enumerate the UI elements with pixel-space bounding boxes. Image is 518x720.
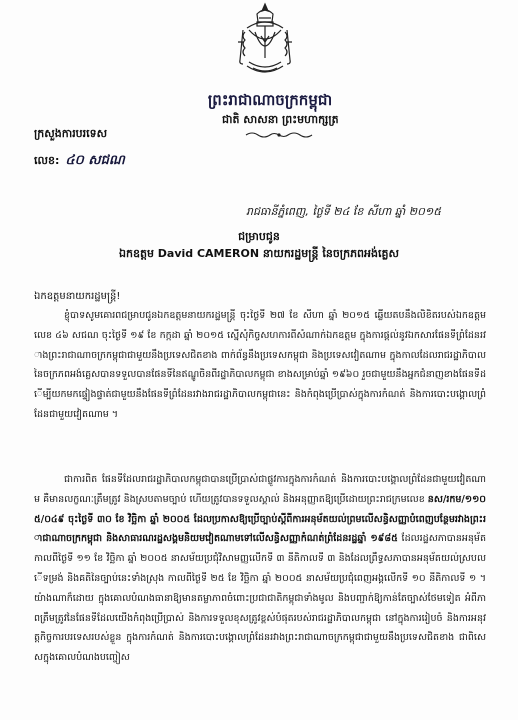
ornament-divider-icon [244, 131, 314, 139]
paragraph-2-text-a: ជាការពិត ផែនទីដែលរាជរដ្ឋាភិបាលកម្ពុជាបានប្រើប្រាស់ជាផ្លូវការក្នុងការកំណត់ និងការបោះបង្គោលព្រំដែនជាមួយវៀតណាម គឺមានលក្ខណៈត្រឹមត្រូវ និងស្របតាមច្បាប់ ហើយត្រូវបានទទួលស្គាល់ និងអនុញ្ញាតឱ្យប្រើដោយព្រះរាជក្រមលេខ [34, 474, 486, 505]
kingdom-title: ព្រះរាជាណាចក្រកម្ពុជា [207, 91, 333, 109]
reference-label: លេខ: [34, 154, 60, 167]
recipient-line: ឯកឧត្តម David CAMERON នាយករដ្ឋមន្ត្រី នៃចក្រភពអង់គ្លេស [119, 247, 399, 260]
reference-value: ៤០ សជណ [65, 153, 125, 168]
ministry-name: ក្រសួងការបរទេស [34, 127, 108, 140]
paragraph-2-text-c: ដែលរដ្ឋសភាបានអនុម័តកាលពីថ្ងៃទី ១១ ខែ វិច្ឆិកា ឆ្នាំ ២០០៥ នាសម័យប្រជុំវិសាមញ្ញលើកទី ៣ នីតិកាលទី ៣ និងដែលព្រឹទ្ធសភាបានអនុម័តយល់ស្របលើទម្រង់ និងគតិនៃច្បាប់នេះទាំងស្រុង កាលពីថ្ងៃទី ២៥ ខែ វិច្ឆិកា ឆ្នាំ ២០០៥ នាសម័យប្រជុំពេញអង្គលើកទី ១០ នីតិកាលទី ១ ។ យ៉ាងណាក៏ដោយ ក្នុងគោលបំណងធានាឱ្យមានតម្លាភាពចំពោះប្រជាជាតិកម្ពុជាទាំងមូល និងបញ្ជាក់ឱ្យកាន់តែច្បាស់ថែមទៀត អំពីភាពត្រឹមត្រូវនៃផែនទីដែលយើងកំពុងប្រើប្រាស់ និងការទទួលខុសត្រូវខ្ពស់បំផុតរបស់រាជរដ្ឋាភិបាលកម្ពុជា នៅក្នុងការរៀបចំ និងការអនុវត្តកិច្ចការបរទេសរបស់ខ្លួន ក្នុងការកំណត់ និងការបោះបង្គោលព្រំដែនរវាងព្រះរាជាណាចក្រកម្ពុជាជាមួយនឹងប្រទេសជិតខាង ជាពិសេសក្នុងគោលបំណងបញ្ចៀស [34, 533, 486, 664]
body-paragraph-2 [34, 470, 486, 715]
reference-number [34, 152, 125, 171]
letter-heading: ជម្រាបជូន [238, 230, 280, 243]
paragraph-2-emphasis: នស/រកម/១១០៥/០៤៩ ចុះថ្ងៃទី ៣០ ខែ វិច្ឆិកា ឆ្នាំ ២០០៥ ដែលប្រកាសឱ្យប្រើច្បាប់ស្តីពីការអនុម័តយល់ព្រមលើសន្ធិសញ្ញាបំពេញបន្ថែមរវាងព្រះរាជាណាចក្រកម្ពុជា និងសាធារណរដ្ឋសង្គមនិយមវៀតណាមទៅលើសន្ធិសញ្ញាកំណត់ព្រំដែនរដ្ឋឆ្នាំ ១៩៨៥ [34, 493, 486, 545]
dateline: រាជធានីភ្នំពេញ, ថ្ងៃទី ២៤ ខែ សីហា ឆ្នាំ ២០១៥ [246, 205, 442, 218]
national-motto: ជាតិ សាសនា ព្រះមហាក្សត្រ [222, 113, 339, 126]
body-paragraph-1: ខ្ញុំបាទសូមគោរពជម្រាបជូនឯកឧត្តមនាយករដ្ឋមន្ត្រី ចុះថ្ងៃទី ២៧ ខែ សីហា ឆ្នាំ ២០១៥ ឆ្លើយតបនឹងលិខិតរបស់ឯកឧត្តម លេខ ៤៦ សជណ ចុះថ្ងៃទី ១៩ ខែ កក្កដា ឆ្នាំ ២០១៥ ស្នើសុំកិច្ចសហការពីសំណាក់ឯកឧត្តម ក្នុងការផ្តល់នូវឯកសារផែនទីព្រំដែនរវាងព្រះរាជាណាចក្រកម្ពុជាជាមួយនឹងប្រទេសជិតខាង ពាក់ព័ន្ធនឹងប្រទេសកម្ពុជា និងប្រទេសវៀតណាម ក្នុងកាលដែលរាជរដ្ឋាភិបាលនៃចក្រភពអង់គ្លេសបានទទួលបានផែនទីនៃឥណ្ឌូចិនពីរដ្ឋាភិបាលកម្ពុជា ខាងសម្រាប់ឆ្នាំ ១៩៦០ រួចជាមួយនឹងអ្នកជំនាញខាងផែនទីដើម្បីយកមកផ្ទៀងផ្ទាត់ជាមួយនឹងផែនទីព្រំដែនរវាងរាជរដ្ឋាភិបាលកម្ពុជានេះ និងកំពុងប្រើប្រាស់ក្នុងការកំណត់ និងការបោះបង្គោលព្រំដែនជាមួយវៀតណាម ។ [34, 310, 486, 420]
royal-coat-of-arms-emblem [235, 2, 295, 78]
salutation: ឯកឧត្តមនាយករដ្ឋមន្ត្រី! [34, 291, 121, 302]
